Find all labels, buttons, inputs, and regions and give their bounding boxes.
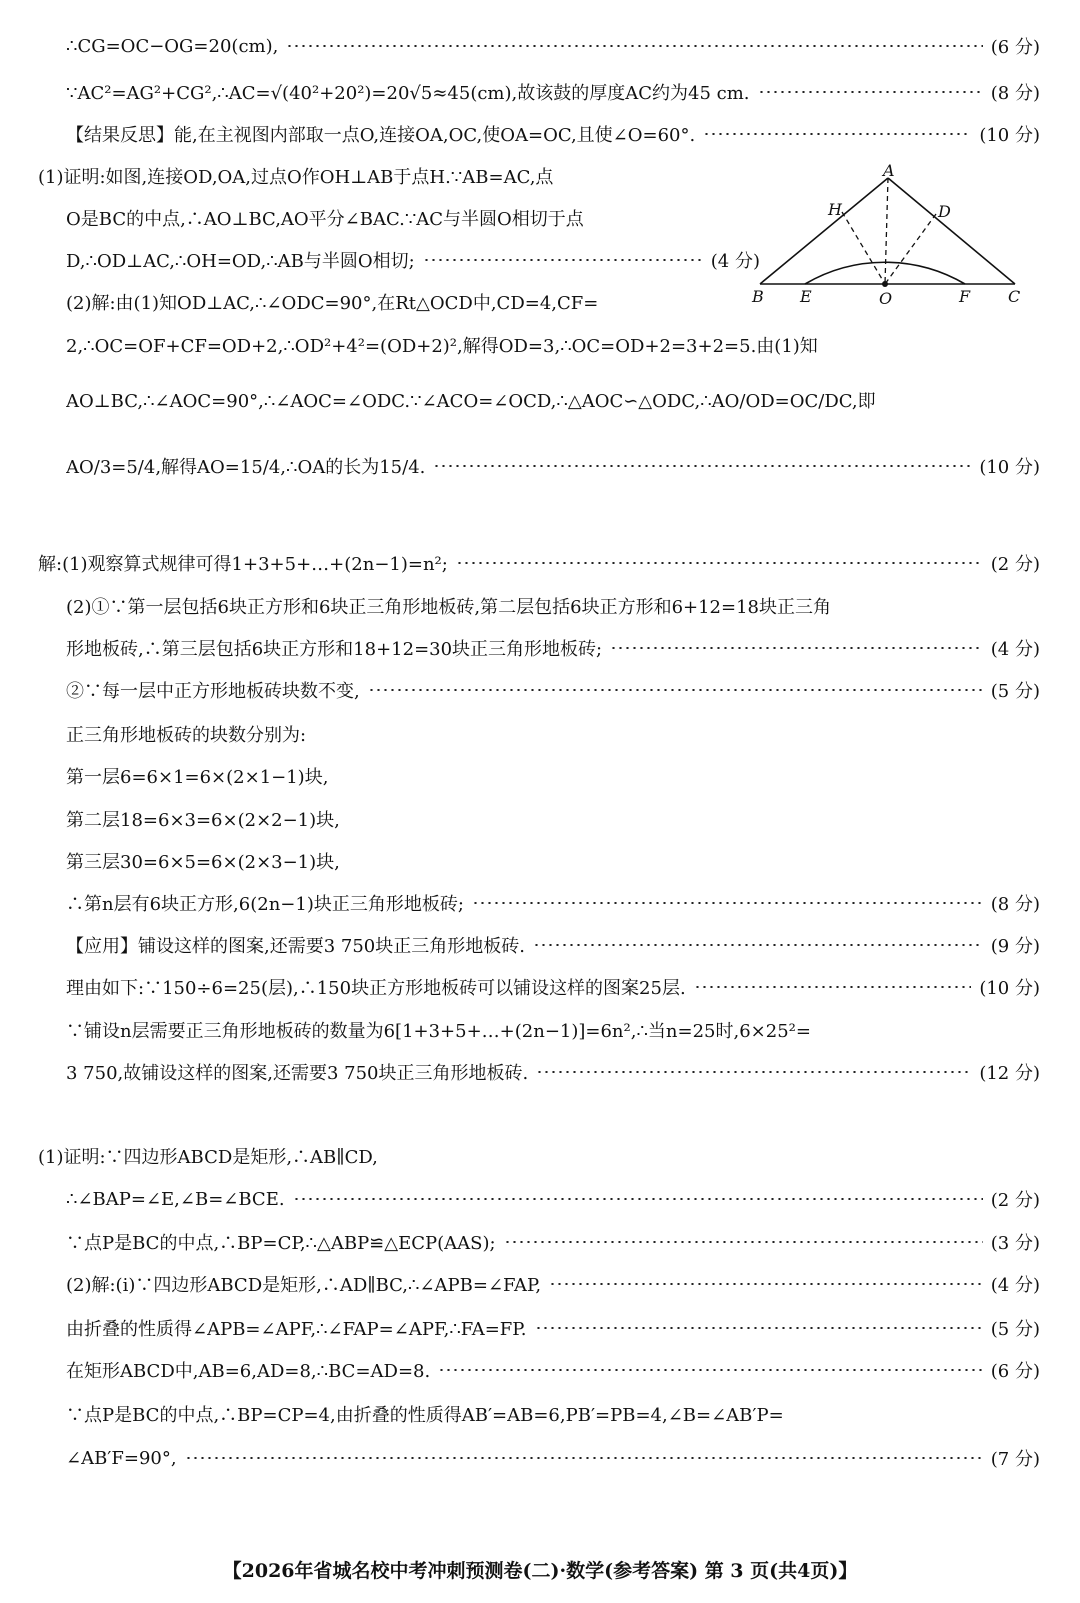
point-o [882, 281, 888, 287]
segment-ab [760, 178, 888, 284]
answer-line: (2)解:由(1)知OD⊥AC,∴∠ODC=90°,在Rt△OCD中,CD=4,CF= [66, 293, 599, 314]
score-mark: (7 分) [990, 1449, 1040, 1470]
label-e: E [800, 287, 812, 306]
answer-line: ∠AB′F=90°, (7 分) [66, 1440, 1040, 1476]
label-h: H [828, 200, 842, 219]
question-22-line: (1)证明:∵四边形ABCD是矩形,∴AB∥CD, [38, 1147, 378, 1168]
label-f: F [959, 287, 971, 306]
answer-line: ∴第n层有6块正方形,6(2n−1)块正三角形地板砖; (8 分) [66, 885, 1040, 921]
answer-line: 2,∴OC=OF+CF=OD+2,∴OD²+4²=(OD+2)²,解得OD=3,∴OC=OD+2=3+2=5.由(1)知 [66, 336, 818, 357]
answer-line: (2)①∵第一层包括6块正方形和6块正三角形地板砖,第二层包括6块正方形和6+12=18块正三角 [66, 597, 831, 618]
score-mark: (3 分) [990, 1233, 1040, 1254]
answer-line: 在矩形ABCD中,AB=6,AD=8,∴BC=AD=8. (6 分) [66, 1352, 1040, 1388]
score-mark: (8 分) [990, 894, 1040, 915]
answer-line: ②∵每一层中正方形地板砖块数不变, (5 分) [66, 672, 1040, 708]
label-o: O [879, 289, 893, 308]
answer-line: O是BC的中点,∴AO⊥BC,AO平分∠BAC.∵AC与半圆O相切于点 [66, 209, 584, 230]
answer-line: 由折叠的性质得∠APB=∠APF,∴∠FAP=∠APF,∴FA=FP. (5 分) [66, 1310, 1040, 1346]
answer-line: 正三角形地板砖的块数分别为: [66, 725, 307, 746]
answer-line: 【应用】铺设这样的图案,还需要3 750块正三角形地板砖. (9 分) [66, 927, 1040, 963]
score-mark: (4 分) [710, 251, 760, 272]
label-a: A [883, 164, 895, 180]
score-mark: (9 分) [990, 936, 1040, 957]
answer-line: ∵AC²=AG²+CG²,∴AC=√(40²+20²)=20√5≈45(cm),故该鼓的厚度AC约为45 cm. (8 分) [66, 74, 1040, 110]
answer-line: 【结果反思】能,在主视图内部取一点O,连接OA,OC,使OA=OC,且使∠O=60°. (10 分) [66, 116, 1040, 152]
section-heading [34, 1096, 1040, 1132]
answer-line: ∴∠BAP=∠E,∠B=∠BCE. (2 分) [66, 1181, 1040, 1217]
answer-line: ∵点P是BC的中点,∴BP=CP=4,由折叠的性质得AB′=AB=6,PB′=PB=4,∠B=∠AB′P= [66, 1405, 784, 1426]
answer-line: 第三层30=6×5=6×(2×3−1)块, [66, 852, 340, 873]
label-c: C [1008, 287, 1021, 306]
answer-line: 形地板砖,∴第三层包括6块正方形和18+12=30块正三角形地板砖; (4 分) [66, 630, 1040, 666]
score-mark: (12 分) [979, 1063, 1040, 1084]
segment-ac [888, 178, 1015, 284]
segment-ao [885, 178, 888, 284]
segment-od [885, 214, 936, 284]
score-mark: (2 分) [990, 1190, 1040, 1211]
question-20-line: (1)证明:如图,连接OD,OA,过点O作OH⊥AB于点H.∵AB=AC,点 [38, 167, 554, 188]
section-heading [34, 502, 1040, 538]
score-mark: (2 分) [990, 554, 1040, 575]
label-b: B [752, 287, 764, 306]
score-mark: (10 分) [979, 125, 1040, 146]
answer-line: 第一层6=6×1=6×(2×1−1)块, [66, 767, 329, 788]
score-mark: (6 分) [990, 1361, 1040, 1382]
answer-line: ∵铺设n层需要正三角形地板砖的数量为6[1+3+5+…+(2n−1)]=6n²,∴当n=25时,6×25²= [66, 1021, 811, 1042]
answer-line: D,∴OD⊥AC,∴OH=OD,∴AB与半圆O相切; (4 分) [66, 242, 760, 278]
answer-line: 3 750,故铺设这样的图案,还需要3 750块正三角形地板砖. (12 分) [66, 1054, 1040, 1090]
score-mark: (4 分) [990, 639, 1040, 660]
answer-line: AO⊥BC,∴∠AOC=90°,∴∠AOC=∠ODC.∵∠ACO=∠OCD,∴△AOC∽△ODC,∴AO/OD=OC/DC,即 [66, 391, 876, 412]
answer-line: ∴CG=OC−OG=20(cm), (6 分) [66, 28, 1040, 64]
answer-line: 理由如下:∵150÷6=25(层),∴150块正方形地板砖可以铺设这样的图案25层. (10 分) [66, 969, 1040, 1005]
score-mark: (6 分) [990, 37, 1040, 58]
score-mark: (10 分) [979, 457, 1040, 478]
answer-line: ∵点P是BC的中点,∴BP=CP,∴△ABP≌△ECP(AAS); (3 分) [66, 1224, 1040, 1260]
answer-line: 第二层18=6×3=6×(2×2−1)块, [66, 810, 340, 831]
score-mark: (5 分) [990, 681, 1040, 702]
score-mark: (10 分) [979, 978, 1040, 999]
page-footer: 【2026年省城名校中考冲刺预测卷(二)·数学(参考答案) 第 3 页(共4页)】 [222, 1560, 858, 1582]
segment-oh [842, 212, 885, 284]
score-mark: (8 分) [990, 83, 1040, 104]
question-21-line: 解:(1)观察算式规律可得1+3+5+…+(2n−1)=n²; (2 分) [34, 545, 1040, 581]
label-d: D [938, 202, 951, 221]
score-mark: (5 分) [990, 1319, 1040, 1340]
score-mark: (4 分) [990, 1275, 1040, 1296]
answer-line: AO/3=5/4,解得AO=15/4,∴OA的长为15/4. (10 分) [66, 448, 1040, 484]
semicircle-figure [750, 164, 1050, 314]
answer-line: (2)解:(ⅰ)∵四边形ABCD是矩形,∴AD∥BC,∴∠APB=∠FAP, (4 分) [66, 1266, 1040, 1302]
